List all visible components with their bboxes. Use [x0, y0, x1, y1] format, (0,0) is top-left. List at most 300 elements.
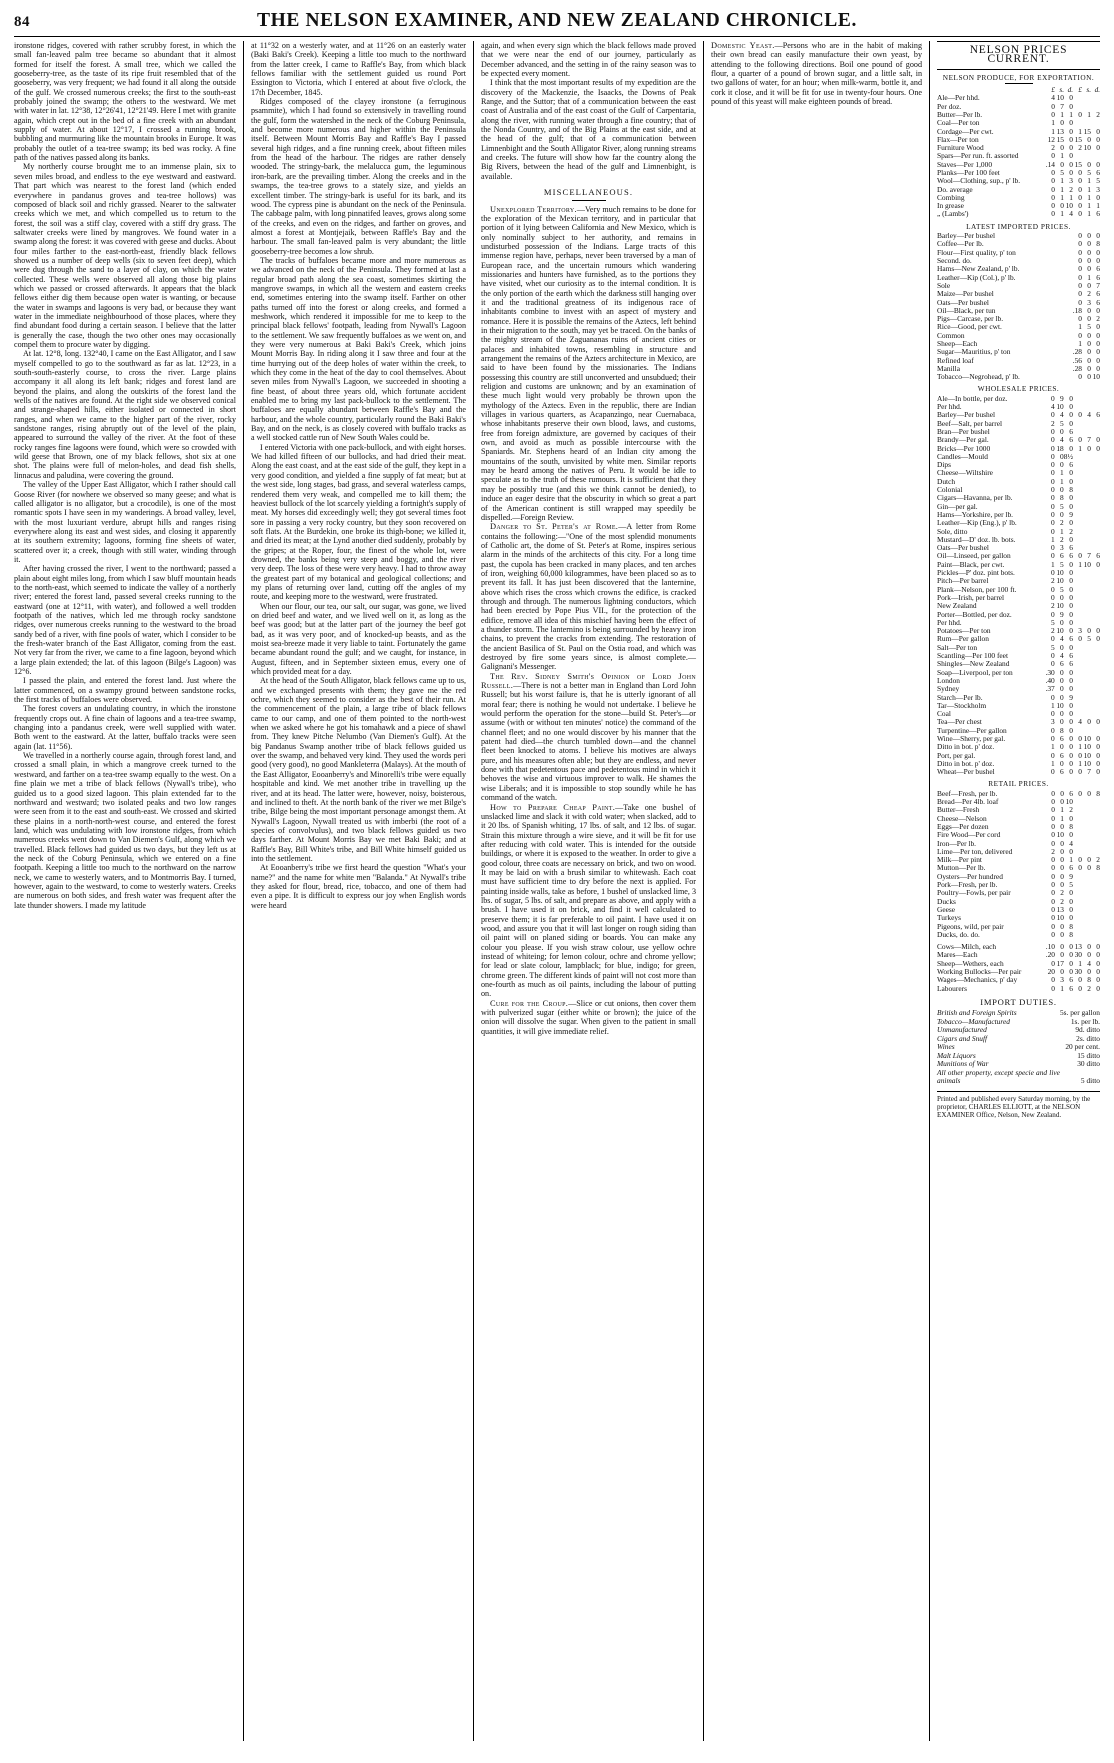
price-value-a: 0: [1051, 435, 1055, 445]
price-value-a: 0: [1078, 297, 1082, 307]
price-value-b: 10: [1056, 576, 1064, 586]
price-value-d: [1073, 494, 1082, 502]
price-value-d: [1073, 873, 1082, 881]
masthead: [14, 10, 1100, 37]
price-value-d: 15: [1074, 159, 1082, 169]
price-value-f: 0: [1096, 983, 1100, 993]
price-value-a: 0: [1051, 838, 1055, 848]
price-value-f: [1091, 798, 1100, 806]
price-value-e: [1082, 881, 1091, 889]
paragraph: After having crossed the river, I went to the northward; passed a plain about eight miles long, from which I saw bluff mountain heads to the north-east, which seemed to indicate the valley of a northerly river; entered the forest land, passed several creeks running to the eastward (one at 12°11, with water), and followed a well trodden footpath of the natives, which led me through rocky sandstone ridges, over numerous creeks running to the westward to the broad sandy bed of a river, with fine pools of water, which I consider to be the fresh-water branch of the East Alligator, coming from the east. Not very far from the river, we came to a fine lagoon, beyond which a large plain extended; the lat. of this lagoon (Bilge's Lagoon) was 12°6.: [14, 564, 236, 677]
misc-lead-in: Unexplored Territory.: [490, 204, 577, 214]
price-value-e: 8: [1087, 975, 1091, 985]
price-value-a: 0: [1051, 797, 1055, 807]
price-row: [937, 898, 1100, 906]
price-value-a: 0: [1051, 904, 1055, 914]
price-value-b: 0: [1087, 355, 1091, 365]
price-value-a: 0: [1051, 659, 1055, 669]
price-value-c: 6: [1069, 651, 1073, 661]
price-value-c: 6: [1096, 289, 1100, 299]
price-item-label: Oats—Per bushel: [937, 543, 989, 553]
misc-item: [481, 522, 696, 672]
price-value-f: [1091, 536, 1100, 544]
price-value-c: 0: [1069, 709, 1073, 719]
price-value-a: 0: [1051, 518, 1055, 528]
page-number: 84: [14, 14, 30, 30]
price-value-c: 6: [1069, 435, 1073, 445]
import-duty-item: Munitions of War: [937, 1059, 989, 1069]
price-item-label: Hams—Yorkshire, per lb.: [937, 509, 1014, 519]
price-value-c: 6: [1096, 264, 1100, 274]
price-value-b: 2: [1087, 289, 1091, 299]
paragraph: At the head of the South Alligator, black fellows came up to us, and we exchanged presents with them; they gave me the red ochre, which they seemed to consider as the best of their run. At the commencement of the plain, a large tribe of black fellows came to our camp, and one of them pointed to the north-west when we asked where he got his tomahawk and a piece of shawl from. They knew Pitche Nelumbo (Van Diemen's Gulf). At the big Pandanus Swamp another tribe of black fellows guided us over the swamp, and behaved very kind. They used the words peri good (very good), no good Mankleterra (Malays). At the mouth of the East Alligator, Eooanberry's and Minorelli's tribe were equally hospitable and kind. We met another tribe in travelling up the river, and at its head. The latter were, however, noisy, boisterous, and inclined to theft. At the north bank of the river we met Bilge's tribe, Bilge being the most important personage amongst them. At Nywall's Lagoon, Nywall treated us with imberbi (the root of a species of convolvulus), and two black fellows guided us two days farther. At Mount Morris Bay we met Baki Baki; and at Raffle's Bay, Bill White's tribe, and Bill White himself guided us into the settlement.: [251, 676, 466, 863]
price-value-f: 0: [1096, 750, 1100, 760]
price-value-b: 0: [1060, 838, 1064, 848]
price-item-label: Salt—Per ton: [937, 642, 978, 652]
price-value-a: .28: [1072, 363, 1082, 373]
misc-lead-in: Danger to St. Peter's at Rome.: [490, 522, 619, 532]
price-value-a: 0: [1051, 855, 1055, 865]
price-item-label: Mutton—Per lb.: [937, 863, 986, 873]
price-value-a: 0: [1051, 460, 1055, 470]
price-value-f: [1091, 806, 1100, 814]
price-value-b: 10: [1056, 626, 1064, 636]
produce-rows: [937, 94, 1100, 218]
price-value-a: 0: [1051, 201, 1055, 211]
price-item-label: Butter—Per lb.: [937, 109, 983, 119]
price-value-b: 9: [1060, 393, 1064, 403]
price-value-c: 6: [1069, 975, 1073, 985]
price-value-e: 10: [1083, 559, 1091, 569]
price-value-f: [1091, 395, 1100, 403]
price-value-d: 0: [1078, 209, 1082, 219]
price-value-a: 0: [1078, 280, 1082, 290]
price-value-c: 0: [1069, 684, 1073, 694]
price-value-c: 0: [1069, 493, 1073, 503]
price-item-label: „ (Lambs'): [937, 209, 969, 219]
price-value-b: 0: [1060, 667, 1064, 677]
price-value-d: 2: [1078, 143, 1082, 153]
price-value-c: 0: [1069, 568, 1073, 578]
price-value-e: [1082, 669, 1091, 677]
price-item-label: Butter—Fresh: [937, 805, 980, 815]
price-value-d: [1073, 469, 1082, 477]
price-value-f: [1091, 503, 1100, 511]
price-value-a: 3: [1051, 717, 1055, 727]
import-duty-item: Malt Liquors: [937, 1050, 976, 1060]
price-value-a: 12: [1047, 134, 1055, 144]
price-item-label: Barley—Per bushel: [937, 410, 996, 420]
price-value-c: 0: [1069, 118, 1073, 128]
price-item-label: Leather—Kip (Eng.), p' lb.: [937, 518, 1017, 528]
price-item-label: Sugar—Mauritius, p' ton: [937, 347, 1011, 357]
price-value-c: 0: [1069, 813, 1073, 823]
price-row: [937, 94, 1100, 102]
price-value-c: 1: [1069, 192, 1073, 202]
price-value-c: 0: [1069, 410, 1073, 420]
price-value-c: 6: [1069, 788, 1073, 798]
price-value-c: 0: [1069, 667, 1073, 677]
price-value-a: 1: [1051, 758, 1055, 768]
price-value-d: [1073, 898, 1082, 906]
price-item-label: Pickles—P' doz. pint bots.: [937, 568, 1015, 578]
misc-body: —Persons who are in the habit of making their own bread can easily manufacture their own yeast, by attending to the following directions. Boil one pound of good flour, a quarter of a pound of brown sugar, and a little salt, in two gallons of water, for an hour; when milk-warm, bottle it, and cork it close, and it will be fit for use in twenty-four hours. One pound of this yeast will make eighteen pounds of bread.: [711, 41, 922, 107]
price-item-label: Spars—Per run. ft. assorted: [937, 151, 1019, 161]
price-value-c: 0: [1096, 247, 1100, 257]
price-value-c: 4: [1069, 838, 1073, 848]
price-item-label: Pork—Fresh, per lb.: [937, 880, 998, 890]
price-value-b: 0: [1060, 929, 1064, 939]
imported-rows: [937, 232, 1100, 381]
price-value-b: 0: [1087, 239, 1091, 249]
price-value-c: 0: [1069, 393, 1073, 403]
divider-rule: [1005, 83, 1033, 84]
import-duty-item: All other property, except specie and live animals: [937, 1067, 1060, 1086]
price-value-b: 1: [1060, 983, 1064, 993]
price-row: [937, 453, 1100, 461]
price-value-c: 0: [1069, 126, 1073, 136]
price-value-b: 1: [1060, 184, 1064, 194]
price-value-d: [1073, 677, 1082, 685]
price-value-a: 2: [1051, 846, 1055, 856]
price-value-c: 0: [1069, 601, 1073, 611]
price-value-f: 0: [1096, 126, 1100, 136]
price-item-label: Starch—Per lb.: [937, 692, 983, 702]
price-value-f: 0: [1096, 733, 1100, 743]
price-value-d: 0: [1078, 435, 1082, 445]
price-item-label: Candles—Mould: [937, 451, 988, 461]
price-value-f: [1091, 469, 1100, 477]
price-value-b: 0: [1060, 709, 1064, 719]
price-value-a: 0: [1051, 733, 1055, 743]
price-row: [937, 669, 1100, 677]
price-value-c: 6: [1069, 460, 1073, 470]
price-value-d: [1073, 931, 1082, 939]
price-value-e: 1: [1087, 109, 1091, 119]
price-value-a: 0: [1078, 272, 1082, 282]
price-value-f: [1091, 873, 1100, 881]
price-value-a: 0: [1051, 830, 1055, 840]
price-value-c: 10: [1065, 797, 1073, 807]
price-value-c: 0: [1096, 330, 1100, 340]
price-value-f: 0: [1096, 717, 1100, 727]
price-value-b: 10: [1056, 913, 1064, 923]
price-value-e: [1082, 469, 1091, 477]
price-value-a: 5: [1051, 642, 1055, 652]
price-value-d: 1: [1078, 443, 1082, 453]
price-value-c: 7: [1096, 280, 1100, 290]
price-value-a: 0: [1051, 975, 1055, 985]
price-value-c: 0: [1069, 101, 1073, 111]
price-value-d: 0: [1078, 983, 1082, 993]
price-value-d: 1: [1078, 758, 1082, 768]
price-value-f: 1: [1096, 201, 1100, 211]
price-value-e: [1082, 873, 1091, 881]
price-value-b: 0: [1060, 758, 1064, 768]
price-value-c: 9: [1069, 871, 1073, 881]
price-item-label: Tar—Stockholm: [937, 700, 987, 710]
misc-body: —Take one bushel of unslacked lime and slack it with cold water; when slacked, add to it 20 lbs. of Spanish whiting, 17 lbs. of salt, and 12 lbs. of sugar. Strain this mixture through a wire sieve, and it will be fit for use after reducing with cold water. This is intended for the outside buildings, or where it is exposed to the weather. In order to give a good colour, three coats are necessary on brick, and two on wood. It may be laid on with a brush similar to whitewash. Each coat must have sufficient time to dry before the next is applied. For painting inside walls, take as before, 1 bushel of unslacked lime, 3 lbs. of sugar, 5 lbs. of salt, and prepare as above, and apply with a brush. I have used it on brick, and find it well calculated to preserve them; it is far preferable to oil paint. I have used it on wood, and assure you that it will last longer on rough siding than oil paint will on planed siding or boards. You can make any colour you please. If you wish straw colour, use yellow ochre instead of whiteing; for lemon colour, ochre and chrome yellow; for lead or slate colour, lampblack; for blue, indigo; for green, chrome green. The different kinds of paint will not cost more than one-fourth as much as oil paints, including the labour of putting on.: [481, 802, 696, 999]
price-value-d: [1073, 94, 1082, 102]
price-value-f: [1091, 931, 1100, 939]
price-item-label: Labourers: [937, 983, 967, 993]
price-value-a: 0: [1051, 767, 1055, 777]
price-item-label: Cigars—Havanna, per lb.: [937, 493, 1013, 503]
price-value-d: [1073, 586, 1082, 594]
price-value-f: [1091, 923, 1100, 931]
price-value-d: [1073, 669, 1082, 677]
price-value-f: [1091, 889, 1100, 897]
price-value-d: 0: [1078, 201, 1082, 211]
price-item-label: Manilla: [937, 363, 960, 373]
price-value-c: 0: [1069, 830, 1073, 840]
price-value-b: 6: [1060, 733, 1064, 743]
price-value-d: 0: [1078, 788, 1082, 798]
price-value-a: 0: [1051, 634, 1055, 644]
price-item-label: Brandy—Per gal.: [937, 435, 989, 445]
price-value-c: 0: [1069, 950, 1073, 960]
price-value-a: 0: [1078, 247, 1082, 257]
price-value-a: 0: [1051, 896, 1055, 906]
price-value-f: 0: [1096, 559, 1100, 569]
price-item-label: Per doz.: [937, 101, 962, 111]
price-value-f: [1091, 831, 1100, 839]
price-item-label: Geese: [937, 904, 956, 914]
price-value-e: 7: [1087, 767, 1091, 777]
price-value-c: 6: [1069, 634, 1073, 644]
wholesale-rows: [937, 395, 1100, 777]
price-value-d: 3: [1078, 626, 1082, 636]
price-value-a: 1: [1051, 534, 1055, 544]
price-value-c: 0: [1096, 363, 1100, 373]
price-value-f: [1091, 669, 1100, 677]
price-value-d: 0: [1078, 168, 1082, 177]
price-item-label: Bricks—Per 1000: [937, 443, 991, 453]
price-value-e: 1: [1087, 209, 1091, 219]
price-row: [937, 931, 1100, 939]
price-value-d: 1: [1078, 559, 1082, 569]
price-item-label: Per hhd.: [937, 617, 962, 627]
price-value-c: 0: [1069, 476, 1073, 486]
price-value-b: 0: [1087, 314, 1091, 324]
price-value-c: 0: [1069, 168, 1073, 177]
price-value-b: 1: [1060, 805, 1064, 815]
price-value-f: [1091, 685, 1100, 693]
price-value-a: .40: [1045, 675, 1055, 685]
retail-heading: [937, 779, 1100, 788]
price-value-e: [1082, 906, 1091, 914]
price-value-f: 0: [1096, 758, 1100, 768]
price-value-a: 0: [1051, 410, 1055, 420]
price-item-label: Turpentine—Per gallon: [937, 725, 1007, 735]
price-value-e: [1082, 889, 1091, 897]
import-duty-value: 5 ditto: [1080, 1076, 1100, 1086]
price-value-e: 5: [1087, 634, 1091, 644]
price-value-a: 0: [1051, 427, 1055, 436]
misc-lead-in: Cure for the Croup.: [490, 998, 569, 1008]
paragraph: We travelled in a northerly course again, through forest land, and crossed a small plain, in which a mangrove creek turned to the westward, and farther on a tea-tree swamp equally to the west. On a fine plain we met a tribe of black fellows (Nywall's tribe), who guided us to a good sized lagoon. This plain extended far to the northward and westward; two isolated peaks and two low ranges were seen from it to the east and south-east. We crossed and skirted these plains in a north-north-west course, and entered the forest land, which was undulating with low ironstone ridges, from which numerous creeks went down to Van Diemen's Gulf, along which we travelled. Black fellows had guided us two days, but they left us at the neck of the Coburg Peninsula, which we entered on a fine footpath. Keeping a little too much to the northward on the narrow neck, we came to westerly waters, and to Montmorris Bay. I turned, however, again to the westward, to come to westerly waters. Creeks are numerous on both sides, and fresh water was frequent after the late thunder showers. I made my latitude: [14, 751, 236, 910]
price-value-c: 0: [1069, 700, 1073, 710]
price-value-b: 0: [1060, 967, 1064, 977]
price-value-c: 8: [1069, 822, 1073, 831]
price-value-b: 0: [1060, 617, 1064, 627]
price-row: [937, 469, 1100, 477]
import-duty-value: 20 per cent.: [1065, 1042, 1100, 1052]
price-value-a: 0: [1051, 101, 1055, 111]
price-value-e: 10: [1083, 750, 1091, 760]
price-value-c: 0: [1069, 617, 1073, 627]
header-shillings-2: s.: [1086, 86, 1091, 95]
price-value-f: [1091, 881, 1100, 889]
price-value-e: [1082, 815, 1091, 823]
price-value-f: 0: [1096, 435, 1100, 445]
price-item-label: Ditto in bot. p' doz.: [937, 758, 995, 768]
price-value-b: 8: [1060, 493, 1064, 503]
price-value-b: 6: [1060, 551, 1064, 561]
price-value-f: 0: [1096, 443, 1100, 453]
price-value-e: 10: [1083, 143, 1091, 153]
price-value-a: 0: [1051, 651, 1055, 661]
newspaper-title: THE NELSON EXAMINER, AND NEW ZEALAND CHRONICLE.: [257, 10, 857, 31]
price-item-label: Tea—Per chest: [937, 717, 982, 727]
price-value-e: 0: [1087, 134, 1091, 144]
price-value-a: 0: [1051, 584, 1055, 594]
price-value-a: 0: [1051, 921, 1055, 931]
price-item-label: Pigeons, wild, per pair: [937, 921, 1004, 931]
price-item-label: In grease: [937, 201, 964, 211]
import-duty-value: 30 ditto: [1077, 1059, 1100, 1069]
price-value-a: 0: [1051, 871, 1055, 881]
paragraph: The tracks of buffaloes became more and more numerous as we advanced on the neck of the Peninsula. They formed at last a regular broad path along the sea coast, sometimes skirting the mangrove swamps, in which all the western and eastern creeks end, sometimes entering into the swamp itself. Farther on other paths turned off into the forest or along creeks, and formed a meshwork, which rendered it impossible for me to keep to the principal black fellows' footpath, leading from Nywall's Lagoon to the settlement. We saw frequently buffaloes as we went on, and they were very numerous at Baki Baki's Creek, which joins Mount Morris Bay. In riding along it I saw three and four at the time hurrying out of the deep holes of water within the creek, to which they come in the heat of the day to cool themselves. About seven miles from Nywall's Lagoon, we succeeded in shooting a fine beast, of about three years old, which fortunate accident enabled me to bring my last pack-bullock to the settlement. The buffaloes are equally abundant between Raffle's Bay and the harbour, and the whole country, particularly round the Baki Baki's Bay, and on the neck, is as closely covered with buffalo tracks as a well stocked cattle run of New South Wales could be.: [251, 255, 466, 443]
price-value-b: 0: [1087, 330, 1091, 340]
price-value-d: [1073, 660, 1082, 668]
price-value-e: [1082, 577, 1091, 585]
price-value-d: 0: [1078, 767, 1082, 777]
price-value-c: 0: [1069, 717, 1073, 727]
price-item-label: Pitch—Per barrel: [937, 576, 989, 586]
price-value-c: 6: [1069, 551, 1073, 561]
price-item-label: Mares—Each: [937, 950, 978, 960]
price-value-d: 0: [1078, 750, 1082, 760]
price-item-label: Pigs—Carcase, per lb.: [937, 314, 1004, 324]
price-value-c: 6: [1069, 983, 1073, 993]
price-value-c: 8: [1069, 921, 1073, 931]
livestock-price-table: [937, 943, 1100, 993]
price-value-d: [1073, 478, 1082, 486]
price-item-label: Maize—Per bushel: [937, 289, 994, 299]
price-value-a: 0: [1051, 526, 1055, 536]
price-value-d: [1073, 815, 1082, 823]
misc-lead-in: Domestic Yeast.: [711, 41, 775, 50]
price-value-d: 30: [1074, 950, 1082, 960]
price-value-d: [1073, 914, 1082, 922]
price-value-b: 10: [1056, 402, 1064, 412]
price-value-d: [1073, 461, 1082, 469]
price-value-d: [1073, 906, 1082, 914]
price-value-b: 10: [1056, 93, 1064, 103]
price-value-b: 6: [1060, 750, 1064, 760]
wholesale-heading: [937, 384, 1100, 393]
price-value-d: 1: [1078, 126, 1082, 136]
price-value-b: 3: [1060, 975, 1064, 985]
price-value-e: 4: [1087, 958, 1091, 968]
paragraph: The valley of the Upper East Alligator, which I rather should call Goose River (for nowhere we observed so many geese; and what is called alligator is no alligator, but a crocodile), is one of the most romantic spots I have seen in my wanderings. A broad valley, level, with the most luxuriant verdure, abrupt hills and ranges rising everywhere along its east and west sides, and closing it apparently at its southern extremity; lagoons, forming fine sheets of water, scattered over it; a creek, though with still water, winding through it.: [14, 480, 236, 564]
price-value-a: 4: [1051, 402, 1055, 412]
price-value-c: 8: [1096, 239, 1100, 249]
price-value-e: [1082, 503, 1091, 511]
import-duty-value: 2s. ditto: [1076, 1033, 1100, 1043]
wholesale-price-table: [937, 395, 1100, 777]
price-value-a: 0: [1051, 888, 1055, 898]
paragraph: ironstone ridges, covered with rather scrubby forest, in which the small fan-leaved palm tree became so abundant that it almost formed for itself the forest. A small tree, which we called the gooseberry-tree, as the taste of its ripe fruit resembled that of the gooseberry, was very frequent; we had found it all along the outside of the gulf. We crossed numerous creeks; the first to the south-east probably joined the swamp; the others to the westward. We met with water in lat. 12°38, 12°26'41, 12°21'49. Here I met with granite again, which crept out in the bed of a fine creek with an abundant supply of water. At about 12°17, I crossed a running brook, bubbling and murmuring like the mountain brooks in Europe. It was probably the outlet of a tea-tree swamp; its bed was rocky. A fine path of the natives passed along its banks.: [14, 41, 236, 163]
price-value-d: 0: [1078, 733, 1082, 743]
price-value-b: 5: [1060, 418, 1064, 428]
price-item-label: Coal: [937, 709, 951, 719]
price-item-label: Cordage—Per cwt.: [937, 126, 994, 136]
price-value-f: [1091, 906, 1100, 914]
price-value-f: 0: [1096, 942, 1100, 952]
price-value-a: 2: [1051, 418, 1055, 428]
price-value-b: 2: [1060, 518, 1064, 528]
price-value-d: [1073, 831, 1082, 839]
price-item-label: Iron—Per lb.: [937, 838, 976, 848]
price-item-label: Wheat—Per bushel: [937, 767, 995, 777]
price-item-label: Ducks: [937, 896, 956, 906]
price-value-a: 0: [1051, 501, 1055, 511]
price-value-a: 0: [1051, 551, 1055, 561]
price-item-label: Coffee—Per lb.: [937, 239, 984, 249]
price-value-a: 4: [1051, 93, 1055, 103]
price-value-d: [1073, 569, 1082, 577]
price-item-label: Bread—Per 4lb. loaf: [937, 797, 999, 807]
price-item-label: Wool—Clothing, sup., p' lb.: [937, 176, 1021, 186]
price-value-d: 0: [1078, 109, 1082, 119]
price-value-a: 0: [1051, 609, 1055, 619]
paragraph: at 11°32 on a westerly water, and at 11°26 on an easterly water (Baki Baki's Creek). Keeping a little too much to the northward from the latter creek, I came to Raffle's Bay, from which black fellows familiar with the settlement guided us round Port Essington to Victoria, which I entered at about five o'clock, the 17th December, 1845.: [251, 41, 466, 97]
price-value-e: [1082, 685, 1091, 693]
price-value-c: 0: [1069, 750, 1073, 760]
price-value-a: 0: [1051, 493, 1055, 503]
price-value-d: 13: [1074, 942, 1082, 952]
price-value-f: [1091, 420, 1100, 428]
price-item-label: Oil—Black, per tun: [937, 305, 996, 315]
price-value-b: 0: [1060, 427, 1064, 436]
price-value-a: 1: [1078, 322, 1082, 332]
price-value-a: 0: [1051, 805, 1055, 815]
price-value-c: 0: [1069, 942, 1073, 952]
price-value-b: 0: [1060, 880, 1064, 890]
price-value-d: 0: [1078, 184, 1082, 194]
price-value-e: [1082, 611, 1091, 619]
price-value-b: 0: [1060, 717, 1064, 727]
price-value-f: 6: [1096, 551, 1100, 561]
price-item-label: Sole, ditto: [937, 526, 968, 536]
price-value-b: 0: [1060, 118, 1064, 128]
price-row: [937, 906, 1100, 914]
price-value-b: 7: [1060, 101, 1064, 111]
price-value-d: [1073, 889, 1082, 897]
price-value-a: 0: [1051, 209, 1055, 219]
price-value-b: 0: [1060, 143, 1064, 153]
price-value-c: 0: [1069, 151, 1073, 161]
price-item-label: Gin—per gal.: [937, 501, 978, 511]
price-value-f: 5: [1096, 176, 1100, 186]
price-value-c: 8½: [1063, 451, 1073, 461]
livestock-rows: [937, 943, 1100, 993]
price-value-c: 0: [1069, 143, 1073, 153]
price-value-f: [1091, 602, 1100, 610]
price-value-b: 0: [1060, 592, 1064, 602]
